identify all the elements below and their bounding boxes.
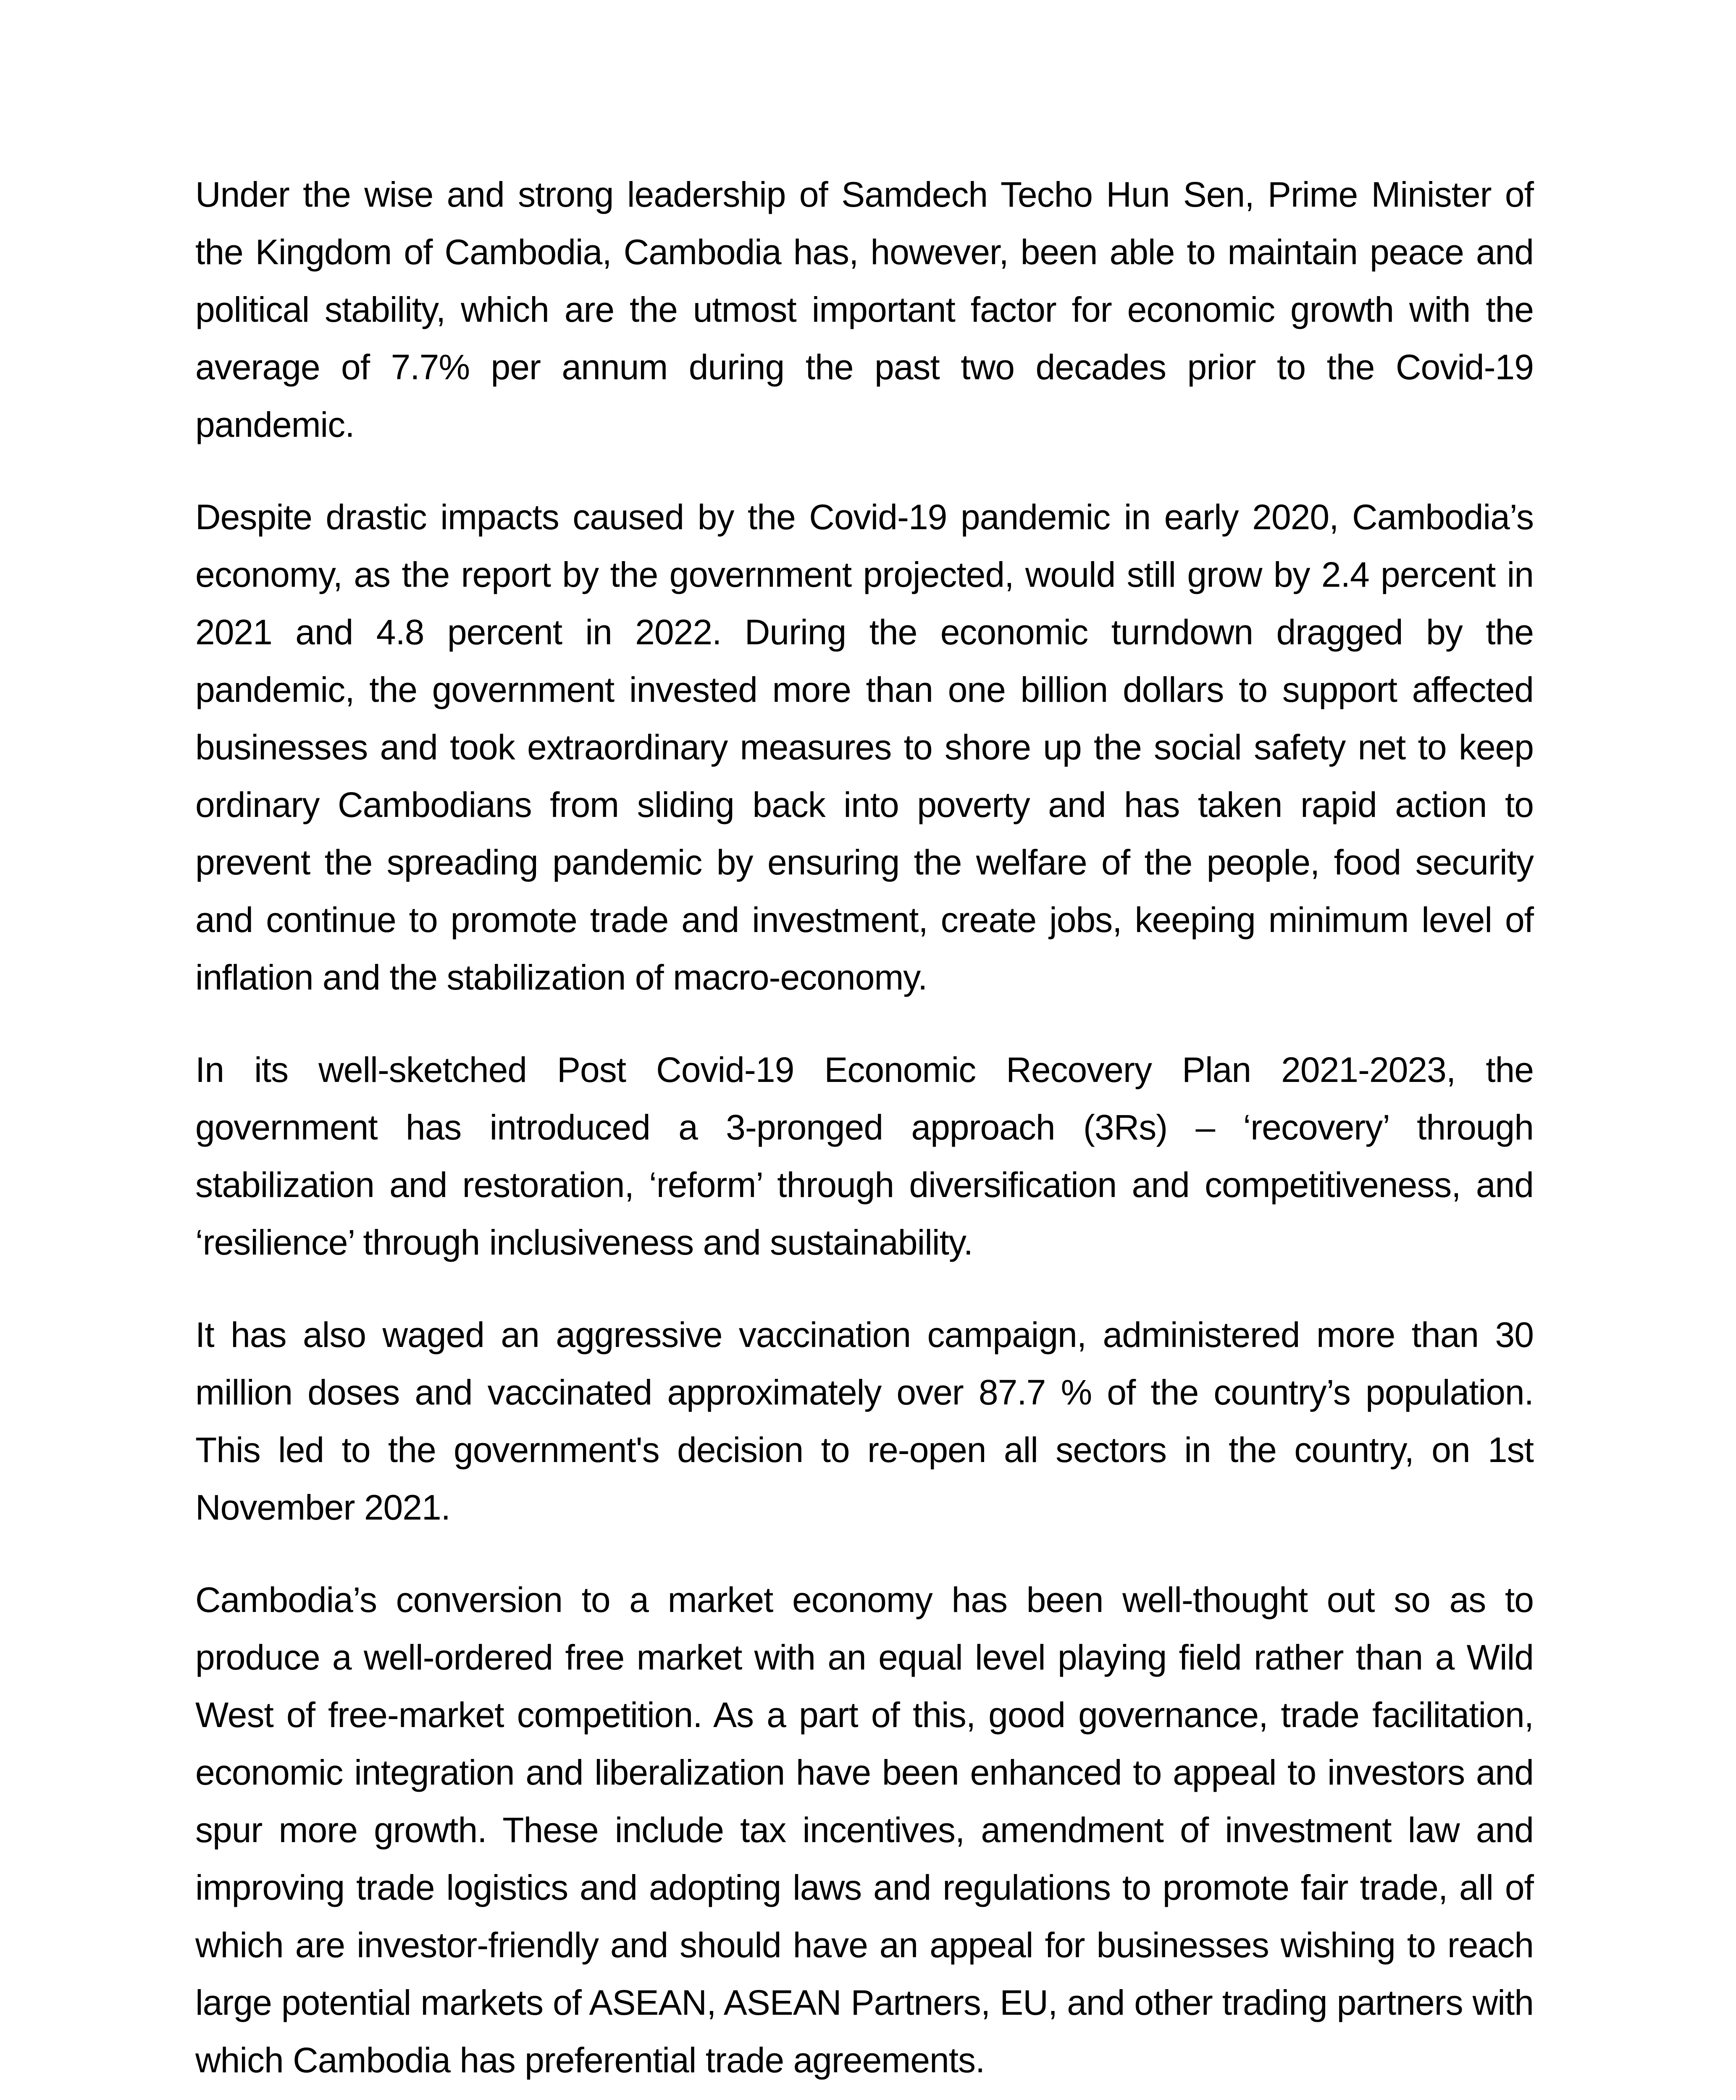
paragraph-market-economy: Cambodia’s conversion to a market economy has been well-thought out so as to produce a well-ordered free market with an equal level playing field rather than a Wild West of free-market competition. As a part of this, good governance, trade facilitation, economic integration and liberalization have been enhanced to appeal to investors and spur more growth. These include tax incentives, amendment of investment law and improving trade logistics and adopting laws and regulations to promote fair trade, all of which are investor-friendly and should have an appeal for businesses wishing to reach large potential markets of ASEAN, ASEAN Partners, EU, and other trading partners with which Cambodia has preferential trade agreements. xyxy=(195,1580,1534,2080)
document-body xyxy=(195,166,1534,2100)
paragraph-economic-impact: Despite drastic impacts caused by the Covid-19 pandemic in early 2020, Cambodia’s economy, as the report by the government projected, would still grow by 2.4 percent in 2021 and 4.8 percent in 2022. During the economic turndown dragged by the pandemic, the government invested more than one billion dollars to support affected businesses and took extraordinary measures to shore up the social safety net to keep ordinary Cambodians from sliding back into poverty and has taken rapid action to prevent the spreading pandemic by ensuring the welfare of the people, food security and continue to promote trade and investment, create jobs, keeping minimum level of inflation and the stabilization of macro-economy. xyxy=(195,497,1534,997)
paragraph-vaccination: It has also waged an aggressive vaccination campaign, administered more than 30 million doses and vaccinated approximately over 87.7 % of the country’s population. This led to the government's decision to re-open all sectors in the country, on 1st November 2021. xyxy=(195,1315,1534,1527)
paragraph-recovery-plan: In its well-sketched Post Covid-19 Economic Recovery Plan 2021-2023, the government has introduced a 3-pronged approach (3Rs) – ‘recovery’ through stabilization and restoration, ‘reform’ through diversification and competitiveness, and ‘resilience’ through inclusiveness and sustainability. xyxy=(195,1050,1534,1262)
paragraph-leadership: Under the wise and strong leadership of Samdech Techo Hun Sen, Prime Minister of the Kingdom of Cambodia, Cambodia has, however, been able to maintain peace and political stability, which are the utmost important factor for economic growth with the average of 7.7% per annum during the past two decades prior to the Covid-19 pandemic. xyxy=(195,175,1534,444)
